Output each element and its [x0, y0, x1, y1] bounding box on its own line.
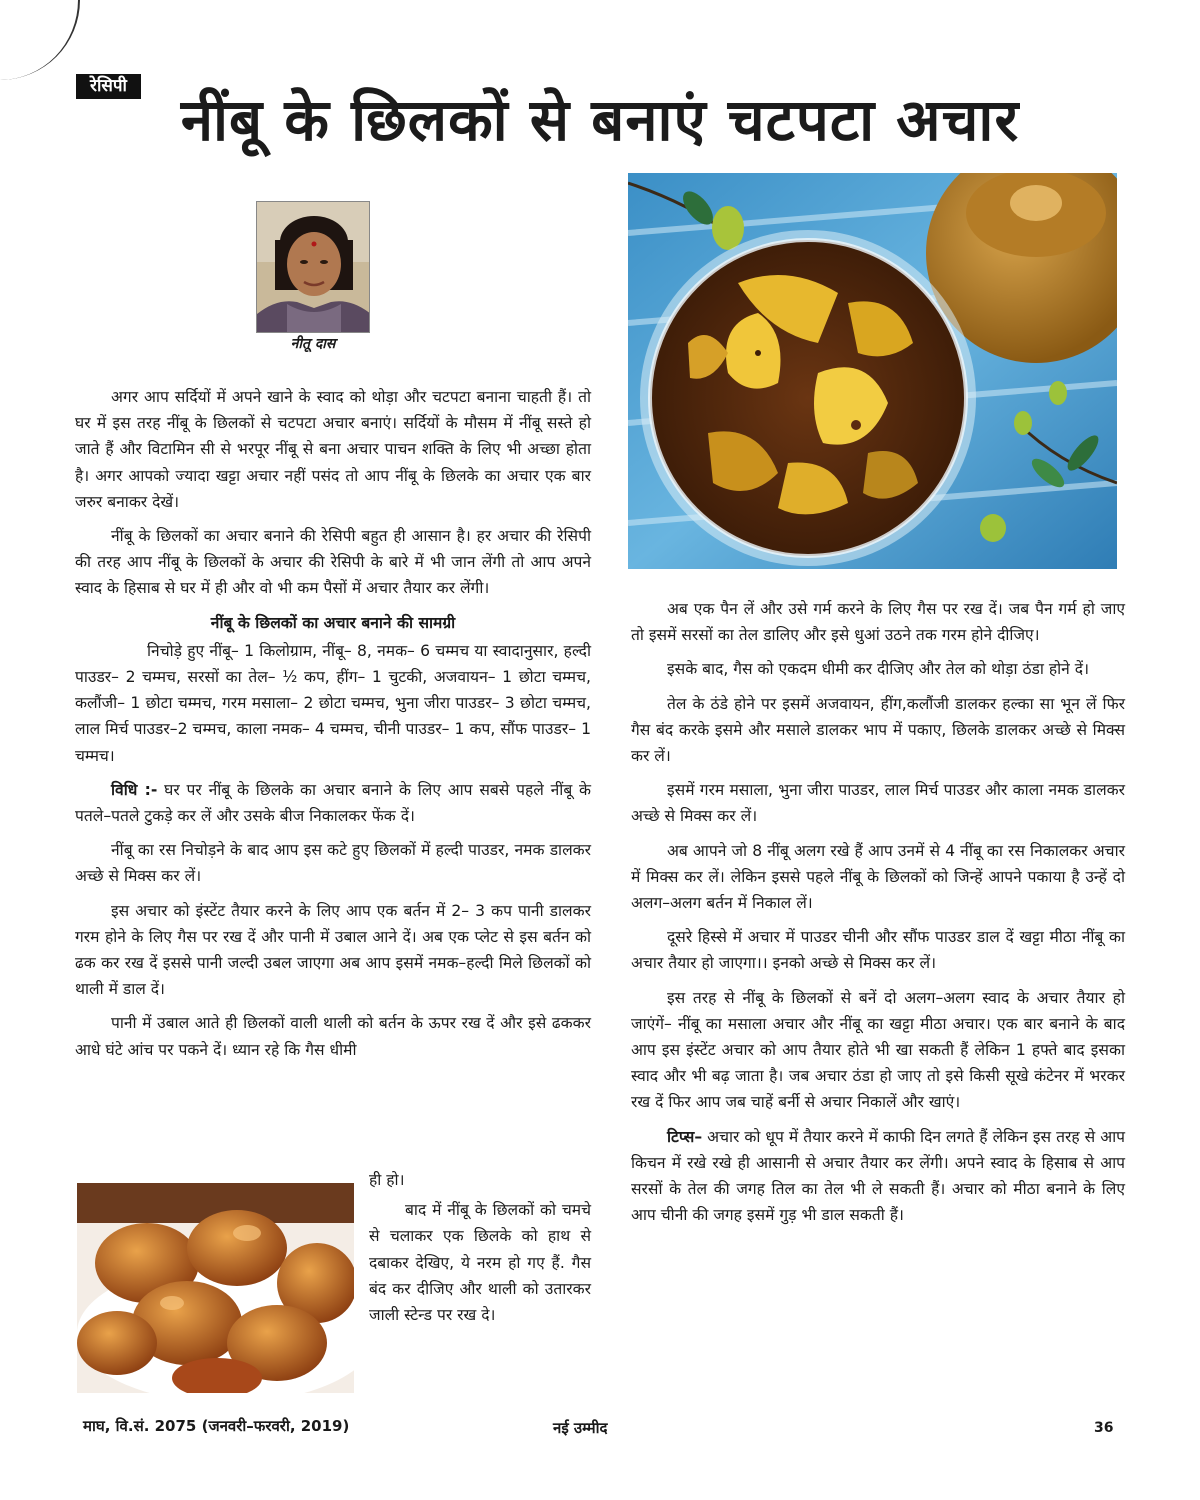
author-name: नीतू दास	[290, 336, 336, 352]
method-label: विधि :-	[111, 780, 158, 799]
ingredients-list: निचोड़े हुए नींबू– 1 किलोग्राम, नींबू– 8, नमक– 6 चम्मच या स्वादानुसार, हल्दी पाउडर– 2 चम्मच, सरसों का तेल– ½ कप, हींग– 1 चुटकी, अजवायन– 1 छोटा चम्मच, कलौंजी– 1 छोटा चम्मच, गरम मसाला– 2 छोटा चम्मच, भुना जीरा पाउडर– 3 छोटा चम्मच, लाल मिर्च पाउडर–2 चम्मच, काला नमक– 4 चम्मच, चीनी पाउडर– 1 कप, सौंफ पाउडर– 1 चम्मच।	[75, 641, 591, 765]
ingredients-heading: नींबू के छिलकों का अचार बनाने की सामग्री	[210, 613, 456, 632]
method-paragraph	[75, 777, 591, 829]
step-paragraph: इसमें गरम मसाला, भुना जीरा पाउडर, लाल मिर्च पाउडर और काला नमक डालकर अच्छे से मिक्स कर लें।	[631, 781, 1125, 826]
step-paragraph: अब आपने जो 8 नींबू अलग रखे हैं आप उनमें से 4 नींबू का रस निकालकर अचार में मिक्स कर लें। लेकिन इससे पहले नींबू के छिलकों को जिन्हें आपने पकाया है उन्हें दो अलग–अलग बर्तन में निकाल लें।	[631, 841, 1125, 913]
step-paragraph-tail: ही हो।	[369, 1171, 405, 1189]
page-number: 36	[1094, 1420, 1114, 1436]
step-paragraph: दूसरे हिस्से में अचार में पाउडर चीनी और सौंफ पाउडर डाल दें खट्टा मीठा नींबू का अचार तैयार हो जाएगा।। इनको अच्छे से मिक्स कर लें।	[631, 928, 1125, 973]
wrapped-text	[369, 1167, 591, 1328]
step-paragraph: पानी में उबाल आते ही छिलकों वाली थाली को बर्तन के ऊपर रख दें और इसे ढककर आधे घंटे आंच पर पकने दें। ध्यान रहे कि गैस धीमी	[75, 1014, 591, 1059]
step-paragraph: बाद में नींबू के छिलकों को चमचे से चलाकर एक छिलके को हाथ से दबाकर देखिए, ये नरम हो गए हैं. गैस बंद कर दीजिए और थाली को उतारकर जाली स्टेन्ड पर रख दे।	[369, 1201, 591, 1325]
footer-date: माघ, वि.सं. 2075 (जनवरी–फरवरी, 2019)	[83, 1417, 350, 1435]
pickle-bowl-photo	[628, 173, 1117, 569]
left-column	[75, 384, 591, 1063]
step-paragraph: नींबू का रस निचोड़ने के बाद आप इस कटे हुए छिलकों में हल्दी पाउडर, नमक डालकर अच्छे से मिक्स कर लें।	[75, 841, 591, 886]
section-label: रेसिपी	[76, 74, 141, 99]
intro-paragraph: अगर आप सर्दियों में अपने खाने के स्वाद को थोड़ा और चटपटा बनाना चाहती हैं। तो घर में इस तरह नींबू के छिलकों से चटपटा अचार बनाएं। सर्दियों के मौसम में नींबू सस्ते हो जाते हैं और विटामिन सी से भरपूर नींबू से बना अचार पाचन शक्ति के लिए भी अच्छा होता है। अगर आपको ज्यादा खट्टा अचार नहीं पसंद तो आप नींबू के छिलके का अचार एक बार जरुर बनाकर देखें।	[75, 388, 591, 511]
tips-paragraph	[631, 1124, 1125, 1229]
tips-label: टिप्स–	[667, 1127, 703, 1146]
method-text: घर पर नींबू के छिलके का अचार बनाने के लिए आप सबसे पहले नींबू के पतले–पतले टुकड़े कर लें और उसके बीज निकालकर फेंक दें।	[75, 780, 592, 826]
article-title: नींबू के छिलकों से बनाएं चटपटा अचार	[180, 86, 1020, 154]
author-photo	[256, 201, 370, 333]
step-paragraph: तेल के ठंडे होने पर इसमें अजवायन, हींग,कलौंजी डालकर हल्का सा भून लें फिर गैस बंद करके इसमे और मसाले डालकर भाप में पकाए, छिलके डालकर अच्छे से मिक्स कर लें।	[631, 694, 1125, 766]
magazine-name: नई उम्मीद	[553, 1419, 608, 1437]
step-paragraph: इस तरह से नींबू के छिलकों से बनें दो अलग–अलग स्वाद के अचार तैयार हो जाएंगें– नींबू का मसाला अचार और नींबू का खट्टा मीठा अचार। एक बार बनाने के बाद आप इस इंस्टेंट अचार को आप तैयार होते भी खा सकती हैं लेकिन 1 हफ्ते बाद इसका स्वाद और भी बढ़ जाता है। जब अचार ठंडा हो जाए तो इसे किसी सूखे कंटेनर में भरकर रख दें फिर आप जब चाहें बर्नी से अचार निकालें और खाएं।	[631, 988, 1125, 1112]
step-paragraph: अब एक पैन लें और उसे गर्म करने के लिए गैस पर रख दें। जब पैन गर्म हो जाए तो इसमें सरसों का तेल डालिए और इसे धुआं उठने तक गरम होने दीजिए।	[631, 600, 1125, 645]
step-paragraph: इस अचार को इंस्टेंट तैयार करने के लिए आप एक बर्तन में 2– 3 कप पानी डालकर गरम होने के लिए गैस पर रख दें और पानी में उबाल आने दें। अब एक प्लेट से इस बर्तन को ढक कर रख दें इससे पानी जल्दी उबल जाएगा अब आप इसमें नमक–हल्दी मिले छिलकों को थाली में डाल दें।	[75, 901, 591, 999]
right-column	[631, 596, 1125, 1236]
step-paragraph: इसके बाद, गैस को एकदम धीमी कर दीजिए और तेल को थोड़ा ठंडा होने दें।	[667, 660, 1089, 679]
pickle-plate-photo	[77, 1183, 354, 1393]
recipe-intro-paragraph: नींबू के छिलकों का अचार बनाने की रेसिपी बहुत ही आसान है। हर अचार की रेसिपी की तरह आप नींबू के छिलकों के अचार की रेसिपी के बारे में भी जान लेंगी तो आप अपने स्वाद के हिसाब से घर में ही और वो भी कम पैसों में अचार तैयार कर लेंगी।	[75, 527, 591, 598]
tips-text: अचार को धूप में तैयार करने में काफी दिन लगते हैं लेकिन इस तरह से आप किचन में रखे रखे ही आसानी से अचार तैयार कर लेंगी। अपने स्वाद के हिसाब से आप सरसों के तेल की जगह तिल का तेल भी ले सकती हैं। अचार को मीठा बनाने के लिए आप चीनी की जगह इसमें गुड़ भी डाल सकती हैं।	[631, 1127, 1125, 1225]
corner-decoration	[0, 0, 80, 80]
